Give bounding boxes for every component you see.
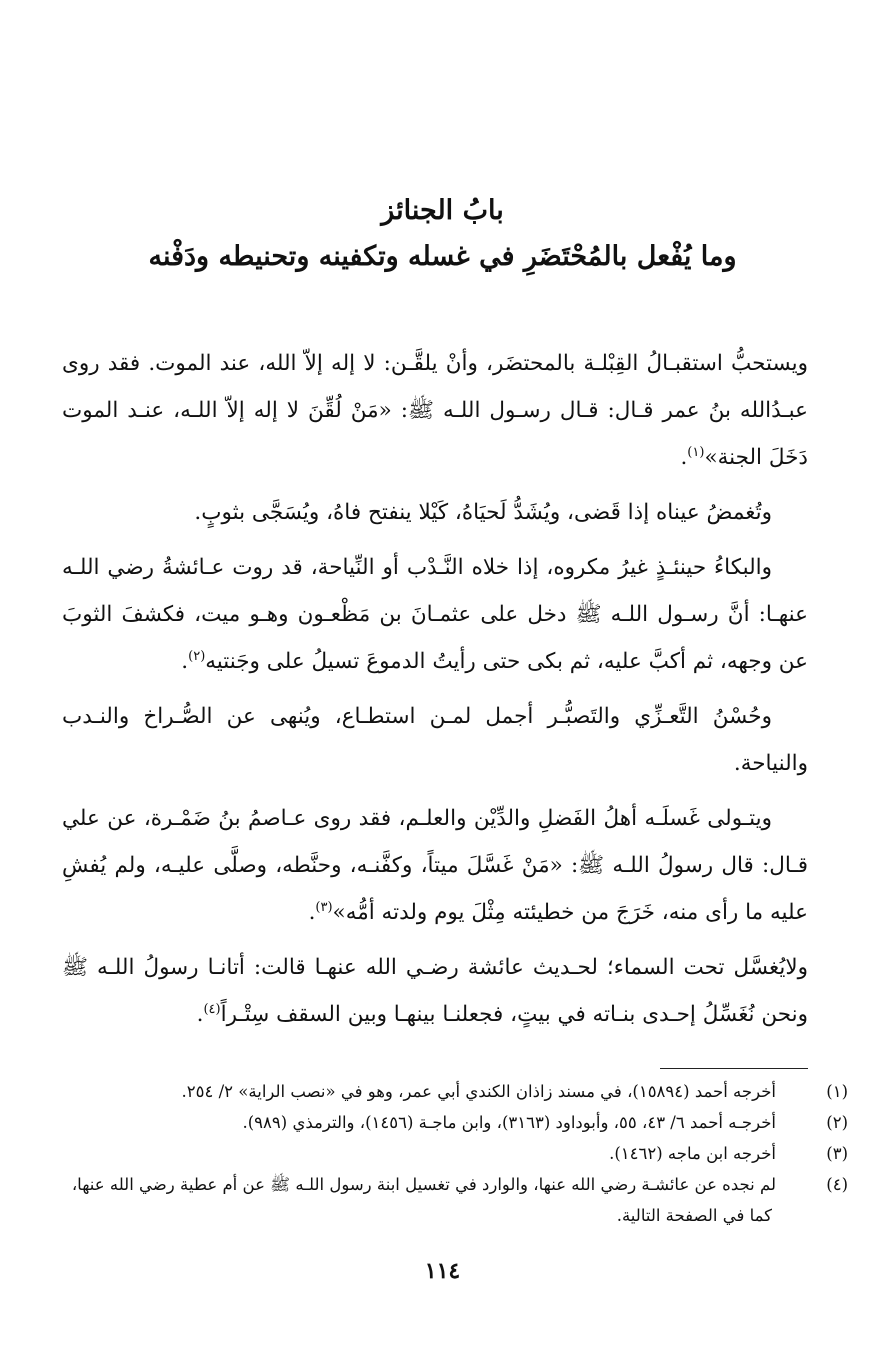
paragraph-text: ويتـولى غَسلَـه أهلُ الفَضلِ والدِّيْن والعلـم، فقد روى عـاصمُ بنُ ضَمْـرة، عن علي قـال: قال رسولُ اللـه ﷺ: «مَنْ غَسَّلَ ميتاً، وكفَّنـه، وحنَّطه، وصلَّى عليـه، ولم يُفشِ عليه ما رأى منه، خَرَجَ من خطيئته مِثْلَ يوم ولدته أمُّه»: [62, 806, 808, 925]
footnote-number: (٢): [826, 1113, 848, 1132]
paragraph: [62, 944, 808, 1038]
footnote-separator: [660, 1068, 808, 1069]
paragraph-text: ويستحبُّ استقبـالُ القِبْلـة بالمحتضَر، وأنْ يلقَّـن: لا إله إلاّ الله، عند الموت. فقد روى عبـدُالله بنُ عمر قـال: قـال رسـول اللـه ﷺ: «مَنْ لُقِّنَ لا إله إلاّ اللـه، عنـد الموت دَخَلَ الجنة»: [62, 351, 808, 470]
paragraph: [62, 489, 808, 536]
paragraph-text: ولايُغسَّل تحت السماء؛ لحـديث عائشة رضـي الله عنهـا قالت: أتانـا رسولُ اللـه ﷺ ونحن نُغَسِّلُ إحـدى بنـاته في بيتٍ، فجعلنـا بينهـا وبين السقف سِتْـراً: [62, 955, 808, 1027]
chapter-title: بابُ الجنائز: [381, 195, 504, 226]
paragraph-text: وتُغمضُ عيناه إذا قَضى، ويُشَدُّ لَحيَاهُ، كَيْلا ينفتح فاهُ، ويُسَجَّى بثوبٍ.: [194, 500, 772, 525]
footnote-text: أخرجـه أحمد ٦/ ٤٣، ٥٥، وأبوداود (٣١٦٣)، وابن ماجـة (١٤٥٦)، والترمذي (٩٨٩).: [242, 1113, 776, 1132]
footnote: [70, 1076, 848, 1107]
footnote-ref: (١): [687, 444, 705, 460]
paragraph: [62, 544, 808, 685]
body-text: [62, 340, 808, 1046]
footnote: [70, 1138, 848, 1169]
footnote-ref: (٣): [315, 899, 333, 915]
paragraph: [62, 693, 808, 787]
footnotes: [70, 1076, 848, 1231]
footnote: [70, 1107, 848, 1138]
paragraph: [62, 795, 808, 936]
footnote-ref: (٤): [203, 1001, 221, 1017]
chapter-heading: [60, 188, 825, 280]
paragraph-end: .: [680, 445, 688, 470]
paragraph: [62, 340, 808, 481]
footnote-ref: (٢): [188, 648, 206, 664]
paragraph-end: .: [196, 1002, 204, 1027]
paragraph-end: .: [308, 900, 316, 925]
footnote-number: (٤): [826, 1175, 848, 1194]
footnote-text: لم نجده عن عائشـة رضي الله عنها، والوارد في تغسيل ابنة رسول اللـه ﷺ عن أم عطية رضي الله عنها، كما في الصفحة التالية.: [71, 1175, 776, 1225]
paragraph-text: وحُسْنُ التَّعـزِّي والتَصبُّـر أجمل لمـن استطـاع، ويُنهى عن الصُّـراخ والنـدب والنياحة.: [62, 704, 808, 776]
footnote-text: أخرجه ابن ماجه (١٤٦٢).: [609, 1144, 776, 1163]
footnote-number: (٣): [826, 1144, 848, 1163]
page-number: ١١٤: [424, 1258, 461, 1284]
footnote-text: أخرجه أحمد (١٥٨٩٤)، في مسند زاذان الكندي أبي عمر، وهو في «نصب الراية» ٢/ ٢٥٤.: [181, 1082, 776, 1101]
footnote-number: (١): [826, 1082, 848, 1101]
footnote: [70, 1169, 848, 1231]
chapter-subtitle: وما يُفْعل بالمُحْتَضَرِ في غسله وتكفينه وتحنيطه ودَفْنه: [148, 241, 737, 272]
paragraph-text: والبكاءُ حينئـذٍ غيرُ مكروه، إذا خلاه النَّـدْب أو النِّياحة، قد روت عـائشةُ رضي اللـه عنهـا: أنَّ رسـول اللـه ﷺ دخل على عثمـانَ بن مَظْعـون وهـو ميت، فكشفَ الثوبَ عن وجهه، ثم أكبَّ عليه، ثم بكى حتى رأيتُ الدموعَ تسيلُ على وجَنتيه: [62, 555, 808, 674]
paragraph-end: .: [181, 649, 189, 674]
